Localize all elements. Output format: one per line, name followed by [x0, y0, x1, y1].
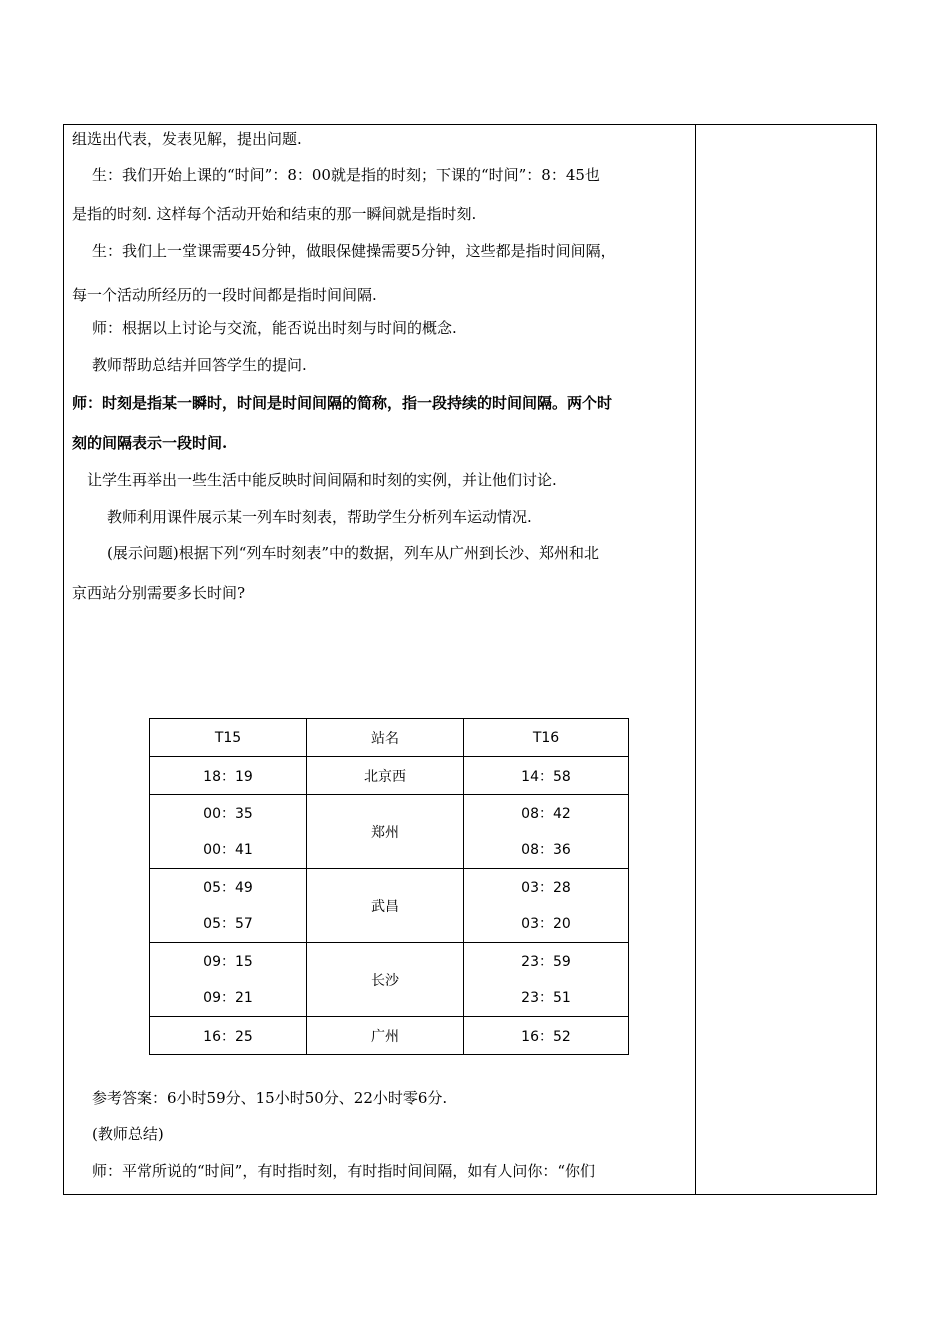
- paragraph-line: 每一个活动所经历的一段时间都是指时间间隔.: [72, 286, 377, 304]
- t16-depart: 08：36: [521, 841, 571, 858]
- t16-arrive: 08：42: [521, 805, 571, 822]
- paragraph-line: 组选出代表，发表见解，提出问题.: [72, 130, 302, 148]
- paragraph-line-bold: 师：时刻是指某一瞬时，时间是时间间隔的简称，指一段持续的时间间隔。两个时: [72, 394, 613, 412]
- paragraph-line: 生：我们上一堂课需要45分钟，做眼保健操需要5分钟，这些都是指时间间隔，: [92, 242, 616, 260]
- paragraph-line: 教师利用课件展示某一列车时刻表，帮助学生分析列车运动情况.: [107, 508, 532, 526]
- paragraph-line: 师：平常所说的“时间”，有时指时刻，有时指时间间隔，如有人问你：“你们: [92, 1162, 596, 1180]
- t16-times: [464, 869, 629, 943]
- header-t16: T16: [464, 719, 629, 757]
- header-t15: T15: [150, 719, 307, 757]
- t15-time: 18：19: [150, 757, 307, 795]
- train-timetable: [149, 718, 629, 1055]
- t15-depart: 05：57: [203, 915, 253, 932]
- t15-time: 16：25: [150, 1017, 307, 1055]
- t16-depart: 23：51: [521, 989, 571, 1006]
- t16-times: [464, 943, 629, 1017]
- t16-time: 16：52: [464, 1017, 629, 1055]
- paragraph-line: 教师帮助总结并回答学生的提问.: [92, 356, 307, 374]
- paragraph-line: 让学生再举出一些生活中能反映时间间隔和时刻的实例，并让他们讨论.: [87, 471, 557, 489]
- paragraph-line-bold: 刻的间隔表示一段时间.: [72, 434, 228, 452]
- table-row: [150, 1017, 629, 1055]
- paragraph-line: (展示问题)根据下列“列车时刻表”中的数据，列车从广州到长沙、郑州和北: [107, 544, 600, 562]
- t15-depart: 00：41: [203, 841, 253, 858]
- t15-times: [150, 795, 307, 869]
- paragraph-line: (教师总结): [92, 1125, 164, 1143]
- t15-arrive: 00：35: [203, 805, 253, 822]
- paragraph-line: 参考答案：6小时59分、15小时50分、22小时零6分.: [92, 1089, 448, 1107]
- station-name: 郑州: [307, 795, 464, 869]
- t15-arrive: 09：15: [203, 953, 253, 970]
- t15-depart: 09：21: [203, 989, 253, 1006]
- t15-times: [150, 943, 307, 1017]
- station-name: 长沙: [307, 943, 464, 1017]
- paragraph-line: 生：我们开始上课的“时间”：8：00就是指的时刻；下课的“时间”：8：45也: [92, 166, 600, 184]
- t16-arrive: 23：59: [521, 953, 571, 970]
- station-name: 广州: [307, 1017, 464, 1055]
- t16-arrive: 03：28: [521, 879, 571, 896]
- t15-arrive: 05：49: [203, 879, 253, 896]
- paragraph-line: 是指的时刻. 这样每个活动开始和结束的那一瞬间就是指时刻.: [72, 205, 477, 223]
- paragraph-line: 师：根据以上讨论与交流，能否说出时刻与时间的概念.: [92, 319, 457, 337]
- station-name: 北京西: [307, 757, 464, 795]
- table-row: [150, 869, 629, 943]
- t16-time: 14：58: [464, 757, 629, 795]
- lesson-table: [63, 124, 877, 1195]
- table-row: [150, 795, 629, 869]
- paragraph-line: 京西站分别需要多长时间?: [72, 584, 246, 602]
- station-name: 武昌: [307, 869, 464, 943]
- column-divider: [695, 125, 696, 1194]
- t16-times: [464, 795, 629, 869]
- t16-depart: 03：20: [521, 915, 571, 932]
- header-station: 站名: [307, 719, 464, 757]
- t15-times: [150, 869, 307, 943]
- table-row: [150, 757, 629, 795]
- table-row: [150, 943, 629, 1017]
